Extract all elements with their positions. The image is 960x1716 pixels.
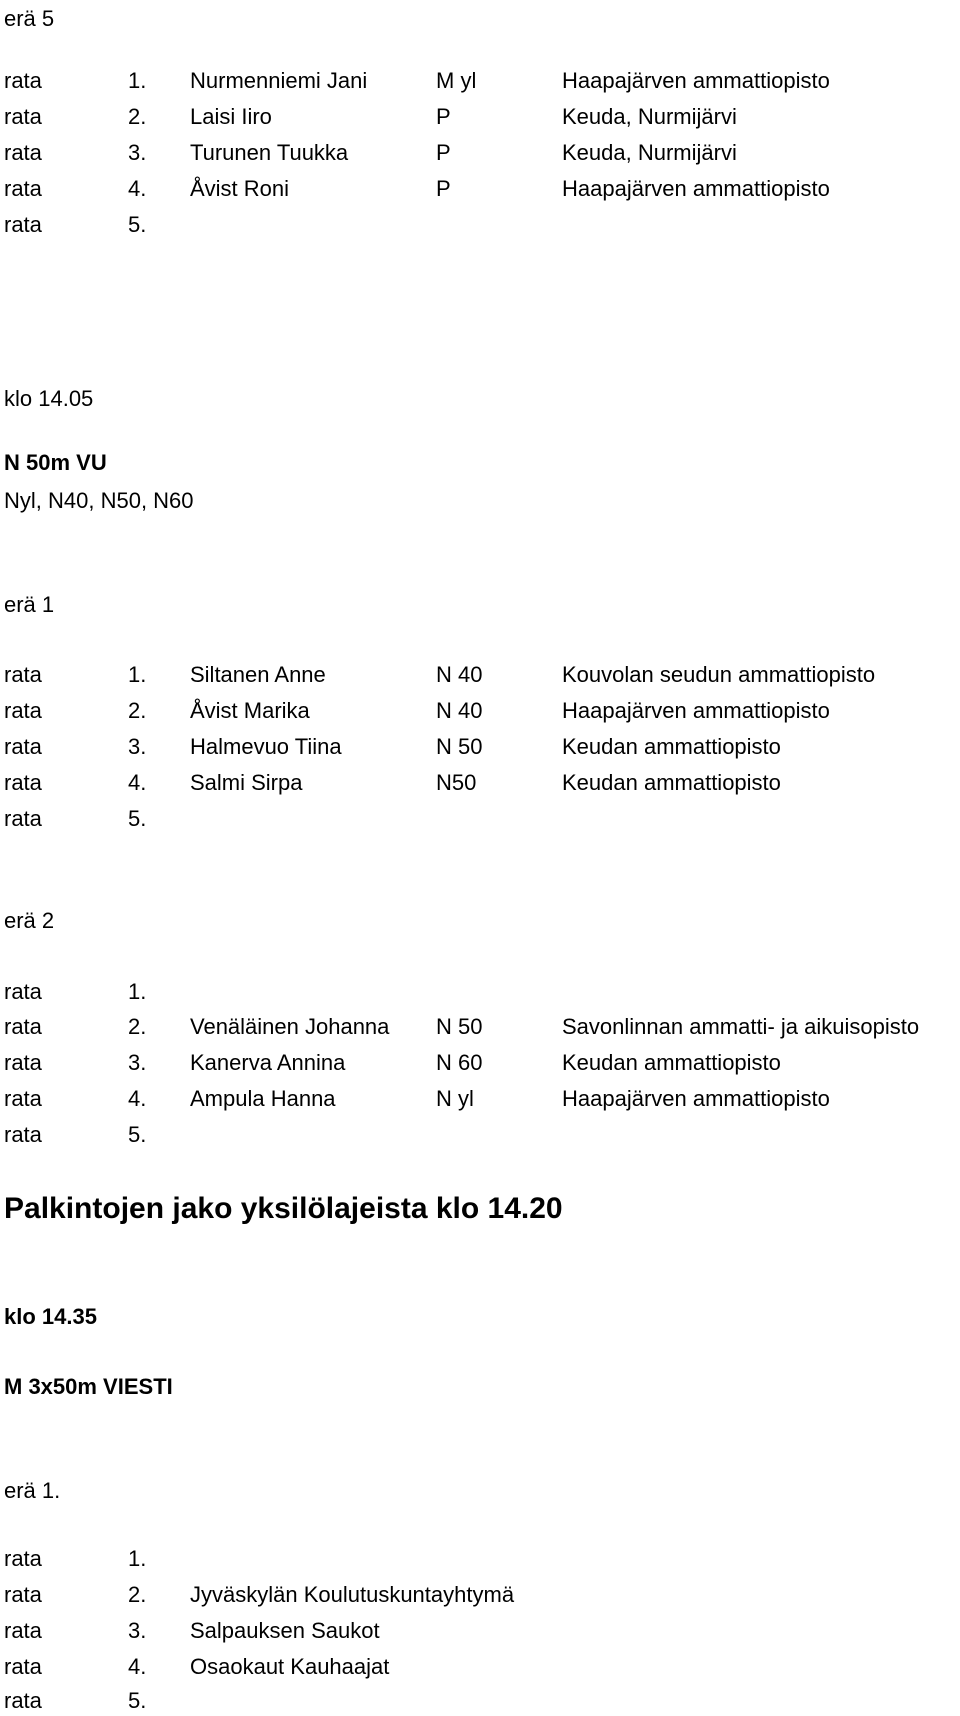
competitor-school: Keudan ammattiopisto — [562, 734, 781, 759]
lane-number: 4. — [128, 1086, 147, 1111]
competitor-class: N50 — [436, 770, 477, 795]
competitor-name: Laisi Iiro — [190, 104, 272, 129]
lane-prefix: rata — [4, 1546, 42, 1571]
event-title: N 50m VU — [4, 450, 107, 475]
competitor-class: N 50 — [436, 1014, 483, 1039]
lane-prefix: rata — [4, 806, 42, 831]
lane-prefix: rata — [4, 68, 42, 93]
lane-prefix: rata — [4, 212, 42, 237]
lane-prefix: rata — [4, 104, 42, 129]
event-classes: Nyl, N40, N50, N60 — [4, 488, 194, 513]
competitor-class: N yl — [436, 1086, 474, 1111]
competitor-class: N 40 — [436, 662, 483, 687]
competitor-name: Åvist Marika — [190, 698, 310, 723]
competitor-name: Turunen Tuukka — [190, 140, 349, 165]
competitor-school: Haapajärven ammattiopisto — [562, 1086, 830, 1111]
lane-number: 1. — [128, 662, 147, 687]
lane-number: 3. — [128, 140, 147, 165]
lane-prefix: rata — [4, 140, 42, 165]
lane-number: 4. — [128, 1654, 147, 1679]
lane-number: 3. — [128, 1050, 147, 1075]
lane-row — [0, 70, 960, 96]
competitor-school: Kouvolan seudun ammattiopisto — [562, 662, 876, 687]
competitor-class: N 40 — [436, 698, 483, 723]
competitor-name: Salmi Sirpa — [190, 770, 303, 795]
lane-number: 2. — [128, 104, 147, 129]
competitor-class: M yl — [436, 68, 477, 93]
competitor-class: P — [436, 176, 451, 201]
competitor-name: Åvist Roni — [190, 176, 290, 201]
lane-prefix: rata — [4, 1122, 42, 1147]
competitor-school: Haapajärven ammattiopisto — [562, 176, 830, 201]
lane-row — [0, 1016, 960, 1042]
lane-prefix: rata — [4, 1050, 42, 1075]
heat-heading: erä 5 — [4, 6, 55, 31]
lane-row — [0, 772, 960, 798]
lane-row — [0, 1656, 960, 1682]
competitor-school: Keudan ammattiopisto — [562, 1050, 781, 1075]
competitor-name: Kanerva Annina — [190, 1050, 346, 1075]
competitor-school: Savonlinnan ammatti- ja aikuisopisto — [562, 1014, 920, 1039]
competitor-name: Nurmenniemi Jani — [190, 68, 368, 93]
competitor-name: Venäläinen Johanna — [190, 1014, 390, 1039]
competitor-class: N 50 — [436, 734, 483, 759]
competitor-class: P — [436, 104, 451, 129]
lane-row — [0, 1052, 960, 1078]
lane-number: 2. — [128, 1582, 147, 1607]
lane-row — [0, 1088, 960, 1114]
lane-number: 1. — [128, 1546, 147, 1571]
heat-heading: erä 1 — [4, 592, 55, 617]
lane-row — [0, 736, 960, 762]
competitor-school: Keudan ammattiopisto — [562, 770, 781, 795]
team-name: Osaokaut Kauhaajat — [190, 1654, 390, 1679]
lane-row — [0, 1584, 960, 1610]
lane-number: 5. — [128, 212, 147, 237]
lane-row — [0, 178, 960, 204]
lane-row — [0, 1690, 960, 1716]
lane-prefix: rata — [4, 1582, 42, 1607]
lane-number: 4. — [128, 770, 147, 795]
lane-row — [0, 981, 960, 1007]
lane-prefix: rata — [4, 734, 42, 759]
lane-row — [0, 664, 960, 690]
lane-prefix: rata — [4, 662, 42, 687]
lane-row — [0, 1124, 960, 1150]
lane-prefix: rata — [4, 1654, 42, 1679]
lane-row — [0, 214, 960, 240]
heat-heading: erä 1. — [4, 1478, 61, 1503]
lane-number: 3. — [128, 1618, 147, 1643]
team-name: Jyväskylän Koulutuskuntayhtymä — [190, 1582, 515, 1607]
competitor-class: P — [436, 140, 451, 165]
heat-heading: erä 2 — [4, 908, 55, 933]
competitor-name: Halmevuo Tiina — [190, 734, 342, 759]
competitor-class: N 60 — [436, 1050, 483, 1075]
lane-number: 1. — [128, 979, 147, 1004]
award-announcement: Palkintojen jako yksilölajeista klo 14.20 — [4, 1192, 563, 1225]
competitor-school: Haapajärven ammattiopisto — [562, 68, 830, 93]
lane-prefix: rata — [4, 979, 42, 1004]
lane-number: 2. — [128, 698, 147, 723]
lane-prefix: rata — [4, 1014, 42, 1039]
lane-number: 2. — [128, 1014, 147, 1039]
event-title: M 3x50m VIESTI — [4, 1374, 173, 1399]
lane-row — [0, 1620, 960, 1646]
team-name: Salpauksen Saukot — [190, 1618, 380, 1643]
lane-row — [0, 808, 960, 834]
competitor-school: Keuda, Nurmijärvi — [562, 104, 737, 129]
lane-row — [0, 142, 960, 168]
lane-prefix: rata — [4, 176, 42, 201]
competitor-school: Keuda, Nurmijärvi — [562, 140, 737, 165]
event-time: klo 14.05 — [4, 386, 94, 411]
lane-prefix: rata — [4, 1688, 42, 1713]
lane-number: 5. — [128, 806, 147, 831]
lane-prefix: rata — [4, 770, 42, 795]
competitor-school: Haapajärven ammattiopisto — [562, 698, 830, 723]
lane-row — [0, 106, 960, 132]
lane-row — [0, 700, 960, 726]
lane-number: 1. — [128, 68, 147, 93]
lane-prefix: rata — [4, 698, 42, 723]
competitor-name: Ampula Hanna — [190, 1086, 336, 1111]
lane-number: 4. — [128, 176, 147, 201]
lane-prefix: rata — [4, 1086, 42, 1111]
lane-prefix: rata — [4, 1618, 42, 1643]
lane-number: 5. — [128, 1122, 147, 1147]
event-time: klo 14.35 — [4, 1304, 97, 1329]
lane-number: 3. — [128, 734, 147, 759]
lane-row — [0, 1548, 960, 1574]
competitor-name: Siltanen Anne — [190, 662, 326, 687]
lane-number: 5. — [128, 1688, 147, 1713]
